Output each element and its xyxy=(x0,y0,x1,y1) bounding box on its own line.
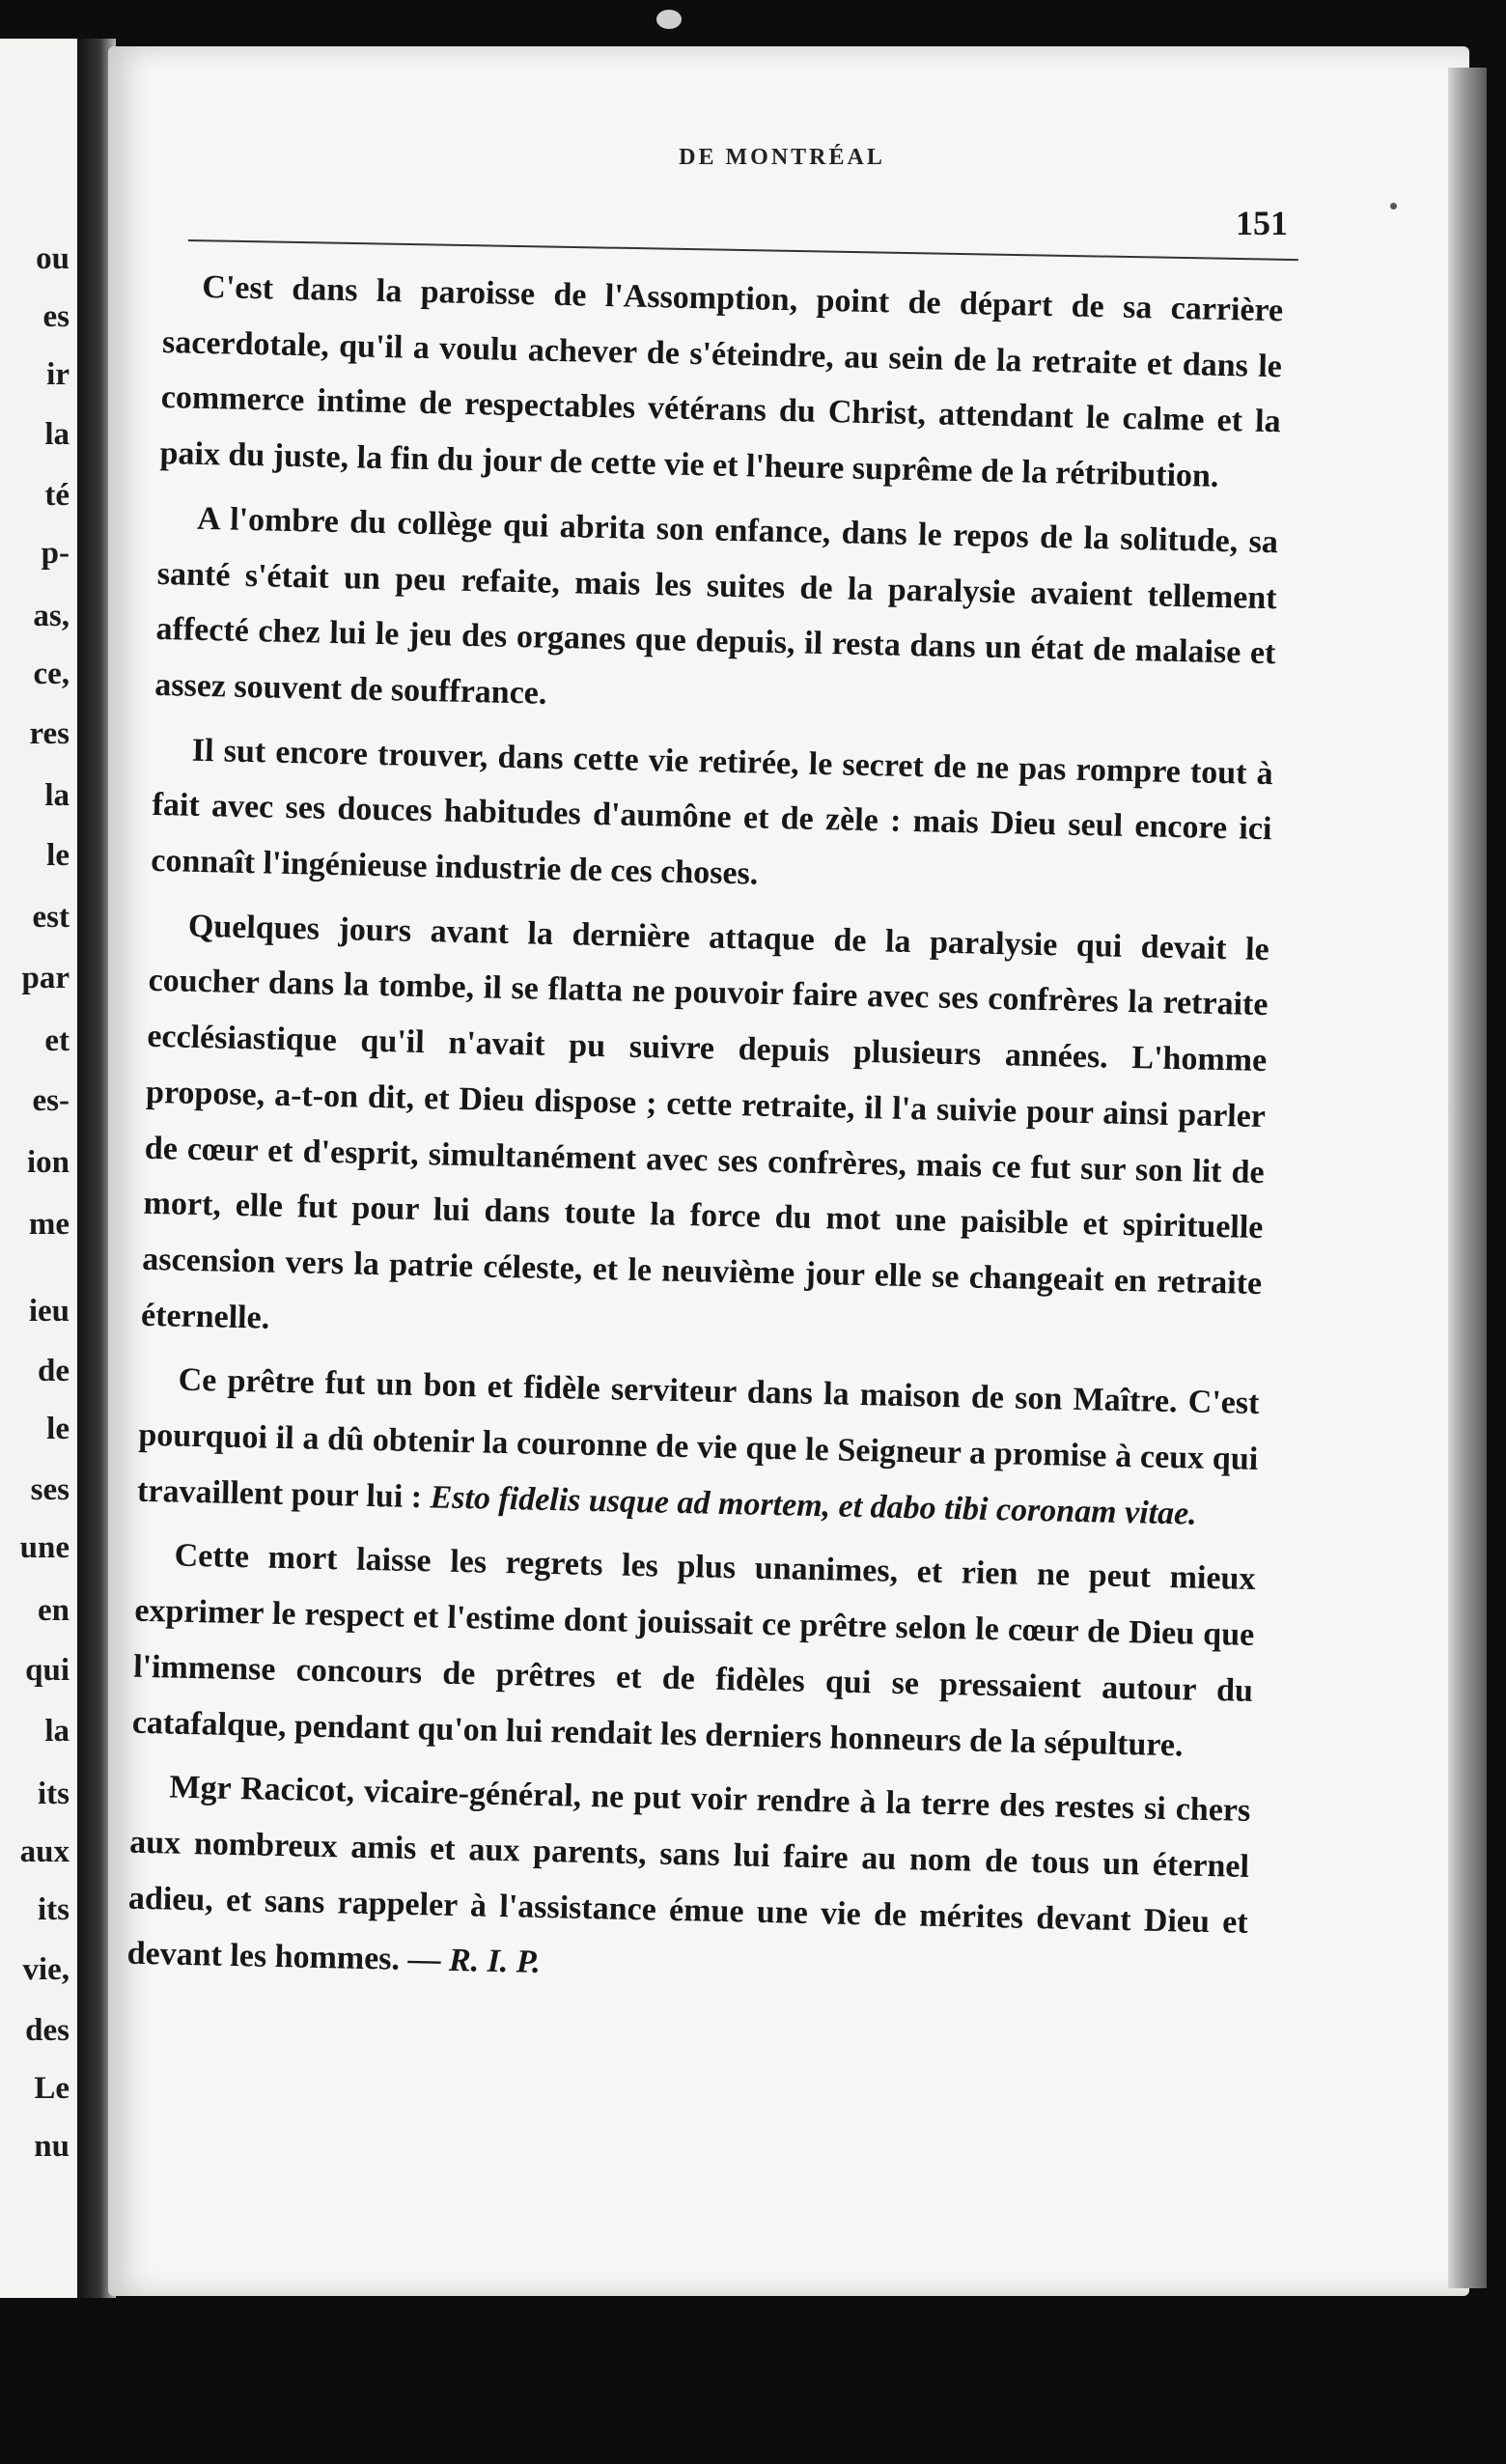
left-page-fragment: ieu xyxy=(28,1294,70,1329)
left-page-fragment: me xyxy=(28,1207,70,1242)
paragraph: A l'ombre du collège qui abrita son enfance, dans le repos de la solitude, sa santé s'était un peu refaite, mais les suites de la paralysie avaient tellement affecté chez lui le jeu des organes que depuis, il resta dans un état de malaise et assez souvent de souffrance. xyxy=(153,500,1279,712)
paragraph-text: Ce prêtre fut un bon et fidèle serviteur dans la maison de son Maître. C'est pourquoi il a dû obtenir la couronne de vie que le Seigneur a promise à ceux qui travaillent pour lui : xyxy=(136,1361,1260,1516)
left-page-fragment: une xyxy=(19,1530,70,1565)
left-page-fragment: its xyxy=(38,1777,70,1811)
left-page-fragment: vie, xyxy=(22,1952,70,1987)
paragraph: Quelques jours avant la dernière attaque de la paralysie qui devait le coucher dans la tombe, il se flatta ne pouvoir faire avec ses confrères la retraite ecclésiastique qu'il n'avait pu suivre depuis plusieurs années. L'homme propose, a-t-on dit, et Dieu dispose ; cette retraite, il l'a suivie pour ainsi parler de cœur et d'esprit, simultanément avec ses confrères, mais ce fut sur son lit de mort, elle fut pour lui dans toute la force du mot une paisible et spirituelle ascension vers la patrie céleste, et le neuvième jour elle se changeait en retraite éternelle. xyxy=(140,908,1270,1336)
latin-quote: Esto fidelis usque ad mortem, et dabo tibi coronam vitae. xyxy=(430,1479,1198,1532)
left-page-fragment: ou xyxy=(36,241,70,276)
left-page-fragment: p- xyxy=(41,536,70,571)
left-page-fragment: des xyxy=(25,2013,70,2048)
paragraph: Il sut encore trouver, dans cette vie retirée, le secret de ne pas rompre tout à fait avec ses douces habitudes d'aumône et de zèle : mais Dieu seul encore ici connaît l'ingénieuse industrie de ces choses. xyxy=(150,732,1274,892)
paragraph xyxy=(137,1352,1261,1543)
left-page-fragment: es- xyxy=(32,1083,70,1118)
dust-speck xyxy=(656,10,682,29)
running-head: DE MONTRÉAL xyxy=(679,145,885,170)
body-text xyxy=(126,259,1284,2015)
left-page-fragment: le xyxy=(46,1412,70,1446)
left-page-fragment: le xyxy=(46,838,70,873)
left-page-fragment: ion xyxy=(26,1145,70,1180)
page-edge xyxy=(1448,68,1487,2288)
left-page-fragment: res xyxy=(29,716,70,751)
left-page-fragment: ir xyxy=(46,357,70,392)
left-page-fragment: qui xyxy=(25,1653,70,1688)
left-page-fragment: as, xyxy=(33,599,70,633)
left-page-fragment: ce, xyxy=(33,657,70,691)
page-number: 151 xyxy=(1236,204,1288,242)
left-page-fragment: la xyxy=(44,778,70,813)
left-page-fragment: la xyxy=(44,1714,70,1749)
paragraph xyxy=(126,1759,1251,2006)
rip-signoff: R. I. P. xyxy=(448,1943,542,1981)
left-page-fragment: la xyxy=(44,417,70,452)
left-page-fragment: en xyxy=(38,1593,70,1628)
left-page-fragment: té xyxy=(44,478,70,513)
left-page-fragment: de xyxy=(38,1354,70,1388)
left-facing-page xyxy=(0,39,83,2298)
paragraph: C'est dans la paroisse de l'Assomption, point de départ de sa carrière sacerdotale, qu'il a voulu achever de s'éteindre, au sein de la retraite et dans le commerce intime de respectables vétérans du Christ, attendant le calme et la paix du juste, la fin du jour de cette vie et l'heure suprême de la rétribution. xyxy=(159,268,1284,494)
left-page-fragment: es xyxy=(42,299,70,334)
paragraph-text: Mgr Racicot, vicaire-général, ne put voir rendre à la terre des restes si chers aux nombreux amis et aux parents, sans lui faire au nom de tous un éternel adieu, et sans rappeler à l'assistance émue une vie de mérites devant Dieu et devant les hommes. — xyxy=(126,1769,1251,1979)
left-page-fragment: nu xyxy=(34,2129,70,2164)
left-page-fragment: its xyxy=(38,1892,70,1927)
left-page-fragment: Le xyxy=(34,2071,70,2106)
left-page-fragment: aux xyxy=(19,1834,70,1869)
left-page-fragment: et xyxy=(44,1023,70,1058)
dust-speck xyxy=(1390,203,1397,210)
left-page-fragment: ses xyxy=(30,1472,70,1507)
left-page-fragment: est xyxy=(32,900,70,935)
paragraph: Cette mort laisse les regrets les plus unanimes, et rien ne peut mieux exprimer le respect et l'estime dont jouissait ce prêtre selon le cœur de Dieu que l'immense concours de prêtres et de fidèles qui se pressaient autour du catafalque, pendant qu'on lui rendait les derniers honneurs de la sépulture. xyxy=(131,1538,1256,1763)
left-page-fragment: par xyxy=(21,961,70,995)
